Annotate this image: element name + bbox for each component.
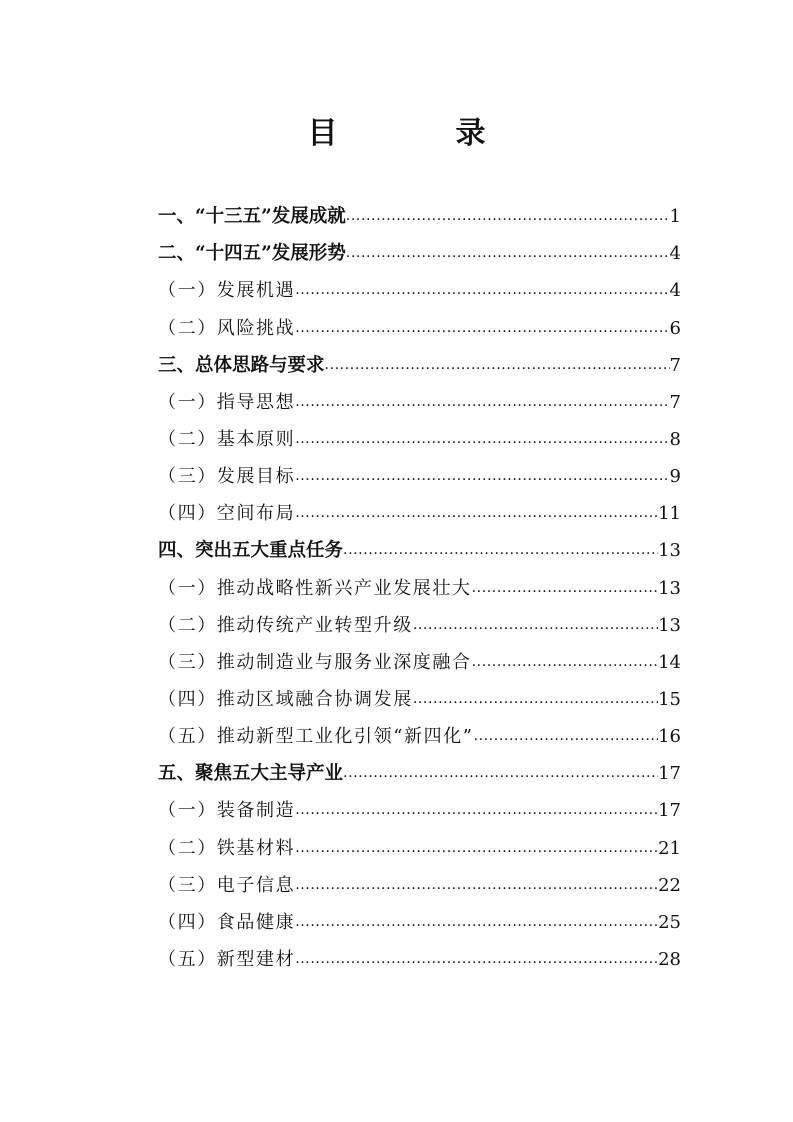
toc-entry-page: 28 bbox=[658, 948, 681, 970]
toc-entry-page: 4 bbox=[669, 243, 681, 265]
toc-entry-page: 17 bbox=[658, 763, 681, 785]
toc-entry-page: 7 bbox=[669, 354, 681, 376]
toc-dot-leader bbox=[295, 874, 658, 901]
toc-entry-label: （一）装备制造 bbox=[158, 800, 296, 822]
toc-entry[interactable] bbox=[158, 715, 681, 752]
toc-dot-leader bbox=[346, 242, 670, 269]
toc-dot-leader bbox=[295, 391, 669, 418]
toc-entry-page: 15 bbox=[658, 688, 681, 710]
toc-dot-leader bbox=[295, 837, 658, 864]
toc-entry-label: 一、“十三五”发展成就 bbox=[158, 206, 346, 228]
toc-entry-page: 25 bbox=[658, 911, 681, 933]
toc-entry[interactable] bbox=[158, 864, 681, 901]
toc-entry[interactable] bbox=[158, 306, 681, 343]
toc-entry[interactable] bbox=[158, 344, 681, 381]
toc-entry[interactable] bbox=[158, 752, 681, 789]
toc-entry-label: 五、聚焦五大主导产业 bbox=[158, 763, 344, 785]
toc-list bbox=[158, 195, 681, 975]
toc-entry[interactable] bbox=[158, 678, 681, 715]
toc-dot-leader bbox=[413, 688, 658, 715]
toc-dot-leader bbox=[474, 725, 658, 752]
toc-entry-label: 四、突出五大重点任务 bbox=[158, 540, 344, 562]
toc-entry-page: 22 bbox=[658, 874, 681, 896]
toc-entry-page: 8 bbox=[669, 428, 681, 450]
toc-entry-label: 三、总体思路与要求 bbox=[158, 354, 325, 376]
toc-entry-label: （二）铁基材料 bbox=[158, 837, 296, 859]
toc-entry[interactable] bbox=[158, 269, 681, 306]
toc-dot-leader bbox=[295, 948, 658, 975]
toc-entry-page: 1 bbox=[669, 206, 681, 228]
toc-entry-label: （四）食品健康 bbox=[158, 911, 296, 933]
toc-entry-label: （二）推动传统产业转型升级 bbox=[158, 614, 413, 636]
toc-entry-page: 13 bbox=[658, 540, 681, 562]
toc-dot-leader bbox=[413, 614, 658, 641]
toc-entry-label: （二）基本原则 bbox=[158, 428, 296, 450]
toc-entry[interactable] bbox=[158, 455, 681, 492]
toc-entry-label: （三）发展目标 bbox=[158, 466, 296, 488]
toc-entry-page: 13 bbox=[658, 614, 681, 636]
toc-entry-label: （一）发展机遇 bbox=[158, 280, 296, 302]
toc-entry-page: 6 bbox=[669, 317, 681, 339]
toc-entry[interactable] bbox=[158, 566, 681, 603]
toc-dot-leader bbox=[295, 317, 669, 344]
toc-entry[interactable] bbox=[158, 901, 681, 938]
toc-entry-page: 21 bbox=[658, 837, 681, 859]
toc-dot-leader bbox=[346, 205, 670, 232]
toc-entry-label: （一）指导思想 bbox=[158, 391, 296, 413]
toc-entry-page: 16 bbox=[658, 726, 681, 748]
toc-entry[interactable] bbox=[158, 492, 681, 529]
toc-dot-leader bbox=[343, 539, 658, 566]
toc-dot-leader bbox=[295, 502, 658, 529]
toc-dot-leader bbox=[295, 465, 669, 492]
toc-entry-page: 9 bbox=[669, 466, 681, 488]
toc-entry-label: （五）新型建材 bbox=[158, 948, 296, 970]
toc-dot-leader bbox=[295, 911, 658, 938]
toc-entry-label: （四）推动区域融合协调发展 bbox=[158, 688, 413, 710]
toc-dot-leader bbox=[295, 799, 658, 826]
toc-entry[interactable] bbox=[158, 604, 681, 641]
toc-entry-page: 11 bbox=[658, 503, 681, 525]
toc-entry-label: 二、“十四五”发展形势 bbox=[158, 243, 346, 265]
toc-entry[interactable] bbox=[158, 641, 681, 678]
toc-dot-leader bbox=[295, 428, 669, 455]
toc-dot-leader bbox=[295, 279, 669, 306]
toc-entry-page: 17 bbox=[658, 800, 681, 822]
toc-title: 目 录 bbox=[307, 116, 530, 151]
toc-entry[interactable] bbox=[158, 826, 681, 863]
toc-entry[interactable] bbox=[158, 381, 681, 418]
toc-dot-leader bbox=[472, 651, 658, 678]
toc-entry[interactable] bbox=[158, 418, 681, 455]
toc-entry-label: （三）推动制造业与服务业深度融合 bbox=[158, 651, 472, 673]
toc-entry-label: （二）风险挑战 bbox=[158, 317, 296, 339]
toc-dot-leader bbox=[343, 762, 658, 789]
toc-dot-leader bbox=[325, 354, 670, 381]
toc-entry-label: （五）推动新型工业化引领“新四化” bbox=[158, 726, 474, 748]
toc-dot-leader bbox=[472, 577, 658, 604]
toc-entry-label: （一）推动战略性新兴产业发展壮大 bbox=[158, 577, 472, 599]
toc-entry[interactable] bbox=[158, 529, 681, 566]
toc-entry-page: 4 bbox=[669, 280, 681, 302]
toc-entry[interactable] bbox=[158, 195, 681, 232]
toc-entry-page: 13 bbox=[658, 577, 681, 599]
toc-entry-page: 7 bbox=[669, 391, 681, 413]
toc-entry[interactable] bbox=[158, 789, 681, 826]
toc-entry-label: （四）空间布局 bbox=[158, 503, 296, 525]
toc-entry[interactable] bbox=[158, 938, 681, 975]
toc-entry-label: （三）电子信息 bbox=[158, 874, 296, 896]
toc-entry[interactable] bbox=[158, 232, 681, 269]
toc-entry-page: 14 bbox=[658, 651, 681, 673]
